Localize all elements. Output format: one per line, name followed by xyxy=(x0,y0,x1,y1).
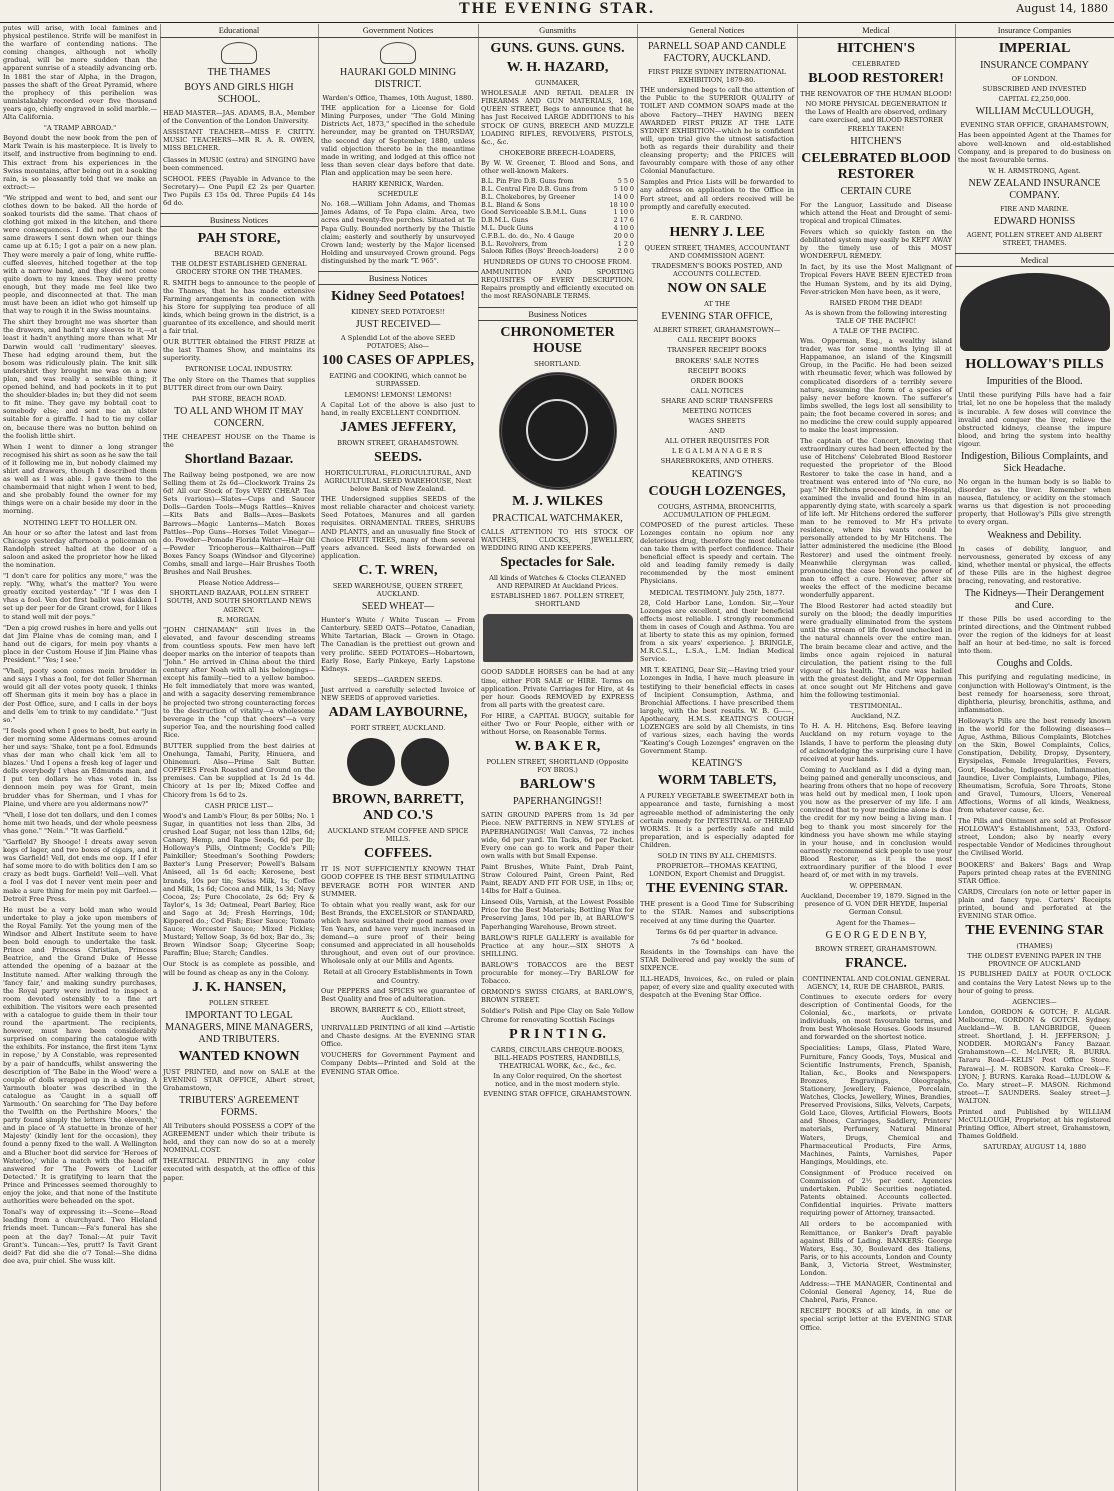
centered-line: THE OLDEST ESTABLISHED GENERAL GROCERY STORE ON THE THAMES. xyxy=(171,260,307,277)
paragraph: "We stripped and went to bed, and sent our clothes down to be baked. All the horde of soaked tourists did the same. That chaos of clothing got mixed in the kitchen, and there were consequences. I did not get back the same drawers I sent down when our things came up at 6.15; I got a pair on a new plan. They were merely a pair of long, white ruffle-cuffed sleeves, hitched together at the top with a narrow band, and they did not come quite down to my knees. They were pretty enough, but they made me feel like two people, and disconnected at that. The man must have been an idiot who got himself up that way to rough it in the Swiss mountains. xyxy=(3,193,157,316)
centered-line: Auckland, N.Z. xyxy=(851,712,901,721)
paragraph: THE application for a License for Gold Mining Purposes, under "The Gold Mining Districts Act, 1873," specified in the schedule hereunder, may be granted on THURSDAY, the second day of September, 1880, unless valid objection thereto be in the meantime made in writing, and lodged at this office not less than seven clear days before that date. Plan and application may be seen here. xyxy=(321,104,475,177)
centered-line: THE RENOVATOR OF THE HUMAN BLOOD! xyxy=(800,90,952,99)
centered-line: PATRONISE LOCAL INDUSTRY. xyxy=(185,365,293,374)
section-header: Medical xyxy=(955,253,1114,267)
display-heading: W. B A K E R, xyxy=(514,739,601,755)
sub-heading: TO ALL AND WHOM IT MAY CONCERN. xyxy=(174,405,304,429)
display-heading: GUNS. GUNS. GUNS. xyxy=(490,41,625,57)
sub-heading: CERTAIN CURE xyxy=(840,185,912,197)
paragraph: Paint Brushes, White Paint, Drab Paint, Straw Coloured Paint, Green Paint, Red Paint, READY AND FIT FOR USE, in 1lbs; or, 14lbs for Half a Guinea. xyxy=(481,862,634,896)
centered-line: WAGES SHEETS xyxy=(688,417,746,426)
paragraph: ORMOND'S SWISS CIGARS, at BARLOW'S, BROWN STREET. xyxy=(481,988,634,1005)
paragraph: Holloway's Pills are the best remedy known in the world for the following diseases—Ague, Asthma, Bilious Complaints, Blotches on the Skin, Bowel Complaints, Colics, Constipation, Debility, Dropsy, Dysentery, Erysipelas, Female Irregularities, Fevers, Gout, Headache, Indigestion, Inflammation, Jaundice, Liver Complaints, Lumbago, Piles, Rheumatism, Scrofula, Sore Throats, Stone and Gravel, Tumours, Ulcers, Venereal Affections, Worms of all kinds, Weakness, from whatever cause, &c. xyxy=(958,716,1111,814)
section-header: Business Notices xyxy=(318,271,478,285)
centered-line: SHORTLAND BAZAAR, POLLEN STREET SOUTH, AND SOUTH SHORTLAND NEWS AGENCY. xyxy=(166,589,312,614)
paragraph: Until these purifying Pills have had a fair trial, let no one be hopeless that the malady is incurable. A few doses will convince the invalid and conquer the liver, relieve the obstructed kidneys, cleanse the impure blood, and bring the system into healthy vigour. xyxy=(958,391,1111,448)
paragraph: Fevers which so quickly fasten on the debilitated system may easily be KEPT AWAY by the timely use of this MOST WONDERFUL REMEDY. xyxy=(800,227,952,261)
paragraph: JUST PRINTED, and now on SALE at the EVENING STAR OFFICE, Albert street, Grahamstown, xyxy=(163,1067,315,1092)
display-heading: WORM TABLETS, xyxy=(657,773,777,789)
centered-line: ALBERT STREET, GRAHAMSTOWN— xyxy=(653,326,781,335)
display-heading: NOW ON SALE xyxy=(667,281,767,297)
paragraph: To obtain what you really want, ask for our Best Brands, the EXCELSIOR or STANDARD, which have sustained their good names over Ten Years, and have very much increased in demand—a sure proof of their being consumed and appreciated in all households throughout, and even out of our province. Wholesale only at our Mills and Agents. xyxy=(321,900,475,966)
paragraph: THE present is a Good Time for Subscribing to the STAR. Names and subscriptions received at any time during the Quarter. xyxy=(640,900,794,925)
sub-heading: HAURAKI GOLD MINING DISTRICT. xyxy=(339,67,457,91)
paragraph: SCHOOL FEES (Payable in Advance to the Secretary)— One Pupil £2 2s per Quarter. Two Pupils £3 15s 0d. Three Pupils £4 14s 6d do. xyxy=(163,174,315,208)
centered-line: CELEBRATED xyxy=(852,60,900,69)
centered-line: PAH STORE, BEACH ROAD. xyxy=(191,394,287,403)
display-heading: J. K. HANSEN, xyxy=(192,979,286,995)
paragraph: putes will arise, with local famines and physical pestilence. Strife will be manifest in the warfare of contending nations. The coming changes, although not wholly gradual, will be more sudden than the apparent sunrise of a steadily advancing orb. In 1881 the star of Alpha, in the Dragon, passes the shaft of the Great Pyramid, where the prophecy of this perihelion was unmistakably recorded over five thousand years ago, chiefly engraved in solid marble.—Alta California. xyxy=(3,24,157,122)
centered-line: BROWN STREET, GRAHAMSTOWN. xyxy=(337,438,459,447)
article-heading: NOTHING LEFT TO HOLLER ON. xyxy=(23,518,137,527)
centered-line: Retail at all Grocery Establishments in Town and Country. xyxy=(323,968,473,985)
paragraph: BARLOW'S RIFLE GALLERY is available for Practice at any hour.—SIX SHOTS A SHILLING. xyxy=(481,933,634,958)
sub-heading: BOYS AND GIRLS HIGH SCHOOL. xyxy=(184,82,294,106)
display-heading: FRANCE. xyxy=(845,955,907,971)
paragraph: AMMUNITION AND SPORTING REQUISITES OF EVERY DESCRIPTION. Repairs promptly and efficiently executed on the most REASONABLE TERMS. xyxy=(481,268,634,301)
display-heading: WANTED KNOWN xyxy=(178,1048,300,1064)
centered-line: TESTIMONIAL. xyxy=(849,702,903,711)
paragraph: Wood's and Lamb's Flour, 8s per 50lbs; No. 1 Sugar, in quantities not less than 2lbs, 3d crushed Loaf Sugar, not less than 12lbs, 6d; Canary, Hemp, and Rape Seeds, 6d per lb; Holloway's Pills, Ointment; Cockle's Pill; Painkiller; Steedman's Soothing Powders; Baxter's Lung Preserver; Powell's Balsam Aniseed, all 1s 6d each; Kerosene, best brands, 10s per tin; Swiss Milk, 1s; Coffee and Milk, 1s 6d; Cocoa and Milk, 1s 3d; Navy Cocoa, 2s; Pure Chocolate, 2s 6d; Fry & Taylor's, 1s 3d; Oatmeal, Pearl Barley, Rice and Sago at 3d; Fresh Herrings, 10d; Kippered do.; Cod Fish; Eiser Sauce; Tomato Sauce; Worcester Sauce; Mixed Pickles; Mustard; Yellow Soap, 3s 6d box; Bar do., 3s; Brown Windsor Soap; Glycerine Soap; Paraffin; Blue; Starch; Candles. xyxy=(163,811,315,958)
paragraph: For the Languor, Lassitude and Disease which attend the Heat and Drought of semi-tropical and tropical Climates. xyxy=(800,200,952,225)
centered-line: GUNMAKER, xyxy=(535,79,580,88)
centered-line: AT THE xyxy=(704,300,730,309)
paragraph: Samples and Price Lists will be forwarded to any address on application to the Office in Fort street, and all orders received will be promptly and carefully executed. xyxy=(640,178,794,211)
column-2 xyxy=(160,24,319,1491)
paragraph: "Garfield? By Shooge! I dreats away seven kegs of lager, and two boxes of cigars, and it was Garfield! Vell, dot ends me oop. If I efer haf some more to do with bolitics den I am so crazy as bedt bugs. Garfield! Vell—vell. Vhat a fool I vas dot I never vent mein peer and make a sure thing for mein poy mit Garfeel.—Detroit Free Press. xyxy=(3,838,157,903)
royal-crest-icon xyxy=(221,42,257,64)
centered-line: BEACH ROAD. xyxy=(214,250,264,259)
display-heading: COFFEES. xyxy=(363,846,433,862)
paragraph: Has been appointed Agent at the Thames for above well-known and old-established Company, and is prepared to do business on the most favourable terms. xyxy=(958,131,1111,164)
section-header: Educational xyxy=(160,24,318,38)
display-heading: BARLOW'S xyxy=(519,777,596,793)
paragraph: RECEIPT BOOKS of all kinds, in one or special script letter at the EVENING STAR Office. xyxy=(800,1307,952,1332)
paragraph: UNRIVALLED PRINTING of all kind —Artistic and Chaste designs. At the EVENING STAR Office. xyxy=(321,1024,475,1049)
centered-line: AGENT, POLLEN STREET AND ALBERT STREET, THAMES. xyxy=(966,231,1103,248)
paragraph: No. 168.—William John Adams, and Thomas James Adams, of Te Papa claim. Area, two acres and twenty-five perches. Situated at Te Papa Gully. Bounded northerly by the Thistle claim; easterly and southerly by unsurveyed Crown land; westerly by the Major licensed Holding and unsurveyed Crown ground. Pegs distinguished by the mark "T. 965". xyxy=(321,200,475,265)
paragraph: BARLOW'S TOBACCOS are the BEST procurable for money.—Try BARLOW for Tobacco. xyxy=(481,960,634,986)
display-heading: 100 CASES OF APPLES, xyxy=(322,353,474,369)
price-cell: 2 17 6 xyxy=(613,216,634,225)
paragraph: This purifying and regulating medicine, in conjunction with Holloway's Ointment, is the best remedy for hoarseness, sore throat, diphtheria, pleurisy, bronchitis, asthma, and inflammation. xyxy=(958,673,1111,714)
centered-line: (THAMES) xyxy=(1016,942,1053,951)
paragraph: The shirt they brought me was shorter than the drawers, and hadn't any sleeves to it,—at least it hadn't anything more than what Mr Darwin would call 'rudimentary' sleeves. These had edging around them, but the bosom was ridiculously plain. The knit silk undershirt they brought me was on a new plan, and was really a sensible thing; it opened behind, and had pockets in it to put the shoulder-blades in; but they did not seem to fit mine. They gave my bobtail coat to somebody else; and sent me an ulster suitable for a giraffe. I had to tie my collar on, because there was no button behind on the foolish little shirt. xyxy=(3,318,157,440)
centered-line: EVENING STAR OFFICE, GRAHAMSTOWN. xyxy=(483,1090,632,1099)
display-heading: JAMES JEFFERY, xyxy=(340,419,456,435)
paragraph: BOOKERS' and Bakers' Bags and Wrap Papers printed cheap rates at the EVENING STAR Office. xyxy=(958,860,1111,885)
centered-line: RAISED FROM THE DEAD! xyxy=(829,298,923,307)
centered-line: E. R. CARDNO. xyxy=(691,213,743,222)
paragraph: In cases of debility, languor, and nervousness, generated by excess of any kind, whether mental or physical, the effects of these Pills are in the highest degree bracing, renovating, and restorative. xyxy=(958,544,1111,585)
centered-line: R. MORGAN. xyxy=(217,615,261,624)
sub-heading: KEATING'S xyxy=(691,758,743,770)
paragraph: "I feels good when I goes to bedt, but early in der morning some Aldermans comes around her und says: 'Shake, tont pe a fool. Edmunds vhas der man who chall kick 'em all to blazes.' Und I opens a fresh keg of lager und dells everybody I vhas an Edmunds man, and I put ten dollars he vhas voted in. Iss dennoon mein poy was for Grant, mein brudder vhas for Sherman, und I vhas for Plaine, und vhere are you aldermans now?" xyxy=(3,726,157,808)
centered-line: As is shown from the following interesting TALE OF THE PACIFIC! xyxy=(805,308,947,325)
paragraph: Linseed Oils, Varnish, at the Lowest Possible Price for the Best Materials; Bottling Wax for Preserving Jams, 10d per lb, at BARLOW'S Paperhanging Warehouse, Brown street. xyxy=(481,898,634,931)
centered-line: A TALE OF THE PACIFIC. xyxy=(832,326,920,335)
paragraph: Soldier's Polish and Pipe Clay on Sale Yellow Chrome for renovating Scottish Facings xyxy=(481,1007,634,1024)
paragraph: A PURELY VEGETABLE SWEETMEAT both in appearance and taste, furnishing a most agreeable method of administering the only certain remedy for INTESTINAL or THREAD WORMS. It is a perfectly safe and mild preparation, and is especially adapted for Children. xyxy=(640,792,794,849)
centered-line: FIRE AND MARINE. xyxy=(1000,204,1069,213)
item-cell: D.B.M.L. Guns xyxy=(481,216,529,225)
price-cell: 2 0 0 xyxy=(617,247,634,256)
column-7 xyxy=(955,24,1114,1491)
centered-line: SATURDAY, AUGUST 14, 1880 xyxy=(983,1143,1086,1152)
sub-heading: INSURANCE COMPANY xyxy=(980,60,1089,72)
centered-line: POLLEN STREET, SHORTLAND (Opposite FOY BROS.) xyxy=(486,758,629,775)
paragraph: Just arrived a carefully selected Invoice of NEW SEEDS of approved varieties. xyxy=(321,685,475,702)
paragraph: Wm. Opperman, Esq., a wealthy island trader, was for some months lying ill at Happamanoe, an island of the Kingsmill Group, in the Pacific. He had been seized with rheumatic fever, which was followed by complicated disorders of a terribly severe nature, assuming the form of a species of palsy never before known. The sufferer's limbs swelled, the legs lost all sensibility to pain; the foot became covered in sores; and no medicine the crew could supply appeared to make the least impression. xyxy=(800,337,952,435)
item-cell: B.L. Chokebores, by Greener xyxy=(481,192,576,201)
paragraph: Our PEPPERS and SPICES we guarantee of Best Quality and free of adulteration. xyxy=(321,986,475,1003)
paragraph: Printed and Published by WILLIAM McCULLOUGH, Proprietor, at his registered Printing Office, Albert street, Grahamstown, Thames Goldfield. xyxy=(958,1107,1111,1141)
holloway-emblem-illustration xyxy=(960,273,1110,351)
paragraph: "Vhell, I lose dot ten dollars, und den I comes home mit two heads, und der whole peesness vhas gone." "Nein." "It was Garfield." xyxy=(3,810,157,835)
paragraph: The only Store on the Thames that supplies BUTTER direct from our own Dairy. xyxy=(163,375,315,392)
centered-line: SHORTLAND. xyxy=(534,359,581,368)
price-cell: 18 10 0 xyxy=(609,200,634,209)
centered-line: FORT STREET, AUCKLAND. xyxy=(350,724,446,733)
display-heading: P R I N T I N G. xyxy=(509,1026,606,1042)
display-heading: HENRY J. LEE xyxy=(669,224,765,240)
centered-line: LEMONS! LEMONS! LEMONS! xyxy=(344,390,452,399)
centered-line: NO MORE PHYSICAL DEGENERATION If the Laws of Health are observed, ordinary care exercised, and BLOOD RESTORER FREELY TAKEN! xyxy=(805,100,947,133)
sub-heading: EDWARD HONISS xyxy=(993,216,1076,228)
centered-line: All kinds of Watches & Clocks CLEANED AND REPAIRED At Auckland Prices. xyxy=(489,574,626,591)
paragraph: An hour or so after the latest and last from Chicago yesterday afternoon a policeman on Randolph street halted at the door of a saloon and asked the proprietor how he liked the nomination. xyxy=(3,528,157,569)
masthead xyxy=(0,0,1114,22)
paragraph: To H. A. H. Hitchens, Esq. Before leaving Auckland on my return voyage to the Islands, I have to perform the pleasing duty of acknowledging the surprising cure I have received at your hands. xyxy=(800,722,952,763)
section-header: Business Notices xyxy=(478,307,637,321)
paragraph: GOOD SADDLE HORSES can be had at any time, either FOR SALE or HIRE. Terms on application. Private Carriages for Hire, at 4s per hour. Goods REMOVED by EXPRESS from all parts with the greatest care. xyxy=(481,668,634,709)
display-heading: SEEDS. xyxy=(374,449,422,465)
centered-line: ALL OTHER REQUISITES FOR xyxy=(664,437,770,446)
paragraph: When I went to dinner a long stranger recognised his shirt as soon as he saw the tail of it following me in, but nobody claimed my shirt and drawers, though I described them as well as I was able. I gave them to the chambermaid that night when I went to bed, and she probably found the owner for my things were on a chair beside my door in the morning. xyxy=(3,442,157,516)
centered-line: THE OLDEST EVENING PAPER IN THE PROVINCE OF AUCKLAND xyxy=(967,952,1102,969)
display-heading: THE EVENING STAR. xyxy=(646,881,788,897)
sub-heading: PAPERHANGINGS!! xyxy=(512,796,603,808)
price-cell: 20 0 0 xyxy=(613,231,634,240)
centered-line: EATING and COOKING, which cannot be SURPASSED. xyxy=(329,372,467,389)
display-heading: CHRONOMETER HOUSE xyxy=(500,324,615,356)
paragraph: "Vhell, pooty soon comes mein brudder in and says I vhas a fool, for dot feller Sherman would git all der votes pooty queek. I thinks off Sherman gits it mein boy has a place in der Post Office, sure, and I calls in der boys and dells 'em to trink to my candidate." "Just so." xyxy=(3,667,157,724)
centered-line: SOLD IN TINS BY ALL CHEMISTS. xyxy=(657,852,777,861)
display-heading: BROWN, BARRETT, AND CO.'S xyxy=(332,792,464,824)
display-heading: C. T. WREN, xyxy=(358,562,438,578)
issue-date: August 14, 1880 xyxy=(1016,2,1108,15)
newspaper-title: THE EVENING STAR. xyxy=(459,0,655,17)
centered-line: COUGHS, ASTHMA, BRONCHITIS, ACCUMULATION OF PHLEGM. xyxy=(657,502,777,519)
sub-heading: HITCHEN'S xyxy=(850,135,902,147)
section-header: Medical xyxy=(797,24,955,38)
centered-line: ESTABLISHED 1867. POLLEN STREET, SHORTLAND xyxy=(490,592,625,609)
centered-line: PROPRIETOR—THOMAS KEATING, LONDON, Export Chemist and Druggist. xyxy=(649,862,785,879)
centered-line: CAPITAL £2,250,000. xyxy=(998,95,1071,104)
paragraph: MR T. KEATING, Dear Sir,—Having tried your Lozenges in India, I have much pleasure in testifying to their beneficial effects in cases of Incipient Consumption, Asthma, and Bronchial Affections. I have prescribed them largely, with the best results. W. B. G——, Apothecary, H.M.S. KEATING'S COUGH LOZENGES are sold by all Chemists, in tins of various sizes, each having the words "Keating's Cough Lozenges" engraven on the Government Stamp. xyxy=(640,666,794,756)
coffee-brand-seals xyxy=(318,738,478,786)
centered-line: FIRST PRIZE SYDNEY INTERNATIONAL EXHIBITION, 1879-80. xyxy=(648,68,786,85)
paragraph: Residents in the Townships can have the STAR Delivered and pay weekly the sum of SIXPENCE. xyxy=(640,947,794,972)
item-cell: M.L. Duck Guns xyxy=(481,223,534,232)
paragraph: "I don't care for politics any more," was the reply. "Why, what's the matter? You were greatly excited yesterday." "If I was den I vhas a fool. Ven dot first ballot was dakken I set up der peer for de Grant crowd, for I likes to stand well mit der poys." xyxy=(3,572,157,621)
column-6 xyxy=(797,24,956,1491)
price-cell: 1 2 0 xyxy=(617,239,634,248)
paragraph: Classes in MUSIC (extra) and SINGING have been commenced. xyxy=(163,155,315,172)
display-heading: Shortland Bazaar. xyxy=(184,452,294,467)
sub-heading: JUST RECEIVED— xyxy=(355,319,441,331)
centered-line: In any Color required, On the shortest notice, and in the most modern style. xyxy=(493,1071,622,1088)
paragraph: Tonal's way of expressing it:—Scene—Road leading from a churchyard. Two Hieland friends meet. Tuncan:—Fa's funeral has she peen at the day? Tonal:—At puir Tavit Grant's. Tuncan:—Yes, prutt? Is Tavit Grant deid? Fat did she die o'? Tonal:—She didna dee ava, puir chiel. She wuss kilt. xyxy=(3,1208,157,1265)
section-header: Insurance Companies xyxy=(955,24,1114,38)
display-heading: Kidney Seed Potatoes! xyxy=(331,289,465,305)
centered-line: MEETING NOTICES xyxy=(682,407,752,415)
price-cell: 1 10 0 xyxy=(613,208,634,217)
paragraph: All Tributers should POSSESS a COPY of the AGREEMENT under which their tribute is held, and they can now do so at a merely NOMINAL COST. xyxy=(163,1122,315,1155)
paragraph: The Blood Restorer had acted steadily but surely on the blood; the deadly impurities were gradually eliminated from the system until the stream of life flowed unchecked in the natural channels over the entire man. The brain became clear and active, and the limbs once again rejoiced in natural circulation, the patient rising to the full vigour of his health. The cure was hailed with the greatest delight, and Mr Opperman at once sought out Mr Hitchens and gave him the following testimonial. xyxy=(800,602,952,700)
column-3 xyxy=(318,24,479,1491)
centered-line: Auckland, December 19, 1879. Signed in the presence of G. VON DER HEYDE, Imperial German Consul. xyxy=(801,892,951,917)
centered-line: Terms 6s 6d per quarter in advance. xyxy=(656,927,778,936)
sub-heading: Coughs and Colds. xyxy=(996,658,1073,670)
paragraph: CARDS, Circulars (on note or letter paper in plain and fancy type. Carters' Receipts printed, bound and perforated at the EVENING STAR Office. xyxy=(958,887,1111,921)
paragraph: "JOHN CHINAMAN" still lives in the elevated, and favour descending streams from countless spouts. Few men have left deeper marks on the interior of teapots than "John." He arrived in China about the third century after Noah with all his belongings—except his family—tied to a yellow bamboo. He felt immediately that more was wanted, and with a sagacity deserving remembrance he projected two strong counteracting forces to the destruction of vitality—a wholesome beverage in the "cup that cheers"—a very superior Tea, and the nourishing food called Rice. xyxy=(163,625,315,739)
masthead-rule xyxy=(0,22,1114,23)
paragraph: VOUCHERS for Government Payment and Company Debts—Printed and Sold at the EVENING STAR Office. xyxy=(321,1051,475,1076)
royal-crest-icon xyxy=(380,42,416,64)
centered-line: QUEEN STREET, THAMES, ACCOUNTANT AND COMMISSION AGENT. xyxy=(644,243,790,260)
paragraph: HEAD MASTER—JAS. ADAMS, B.A., Member of the Convention of the London University. xyxy=(163,109,315,126)
centered-line: AUCKLAND STEAM COFFEE AND SPICE MILLS. xyxy=(327,827,469,844)
centered-line: POLLEN STREET. xyxy=(208,998,270,1007)
sub-heading: The Kidneys—Their Derangement and Cure. xyxy=(964,588,1105,611)
centered-line: CALL NOTICES xyxy=(690,386,744,395)
section-header: Business Notices xyxy=(160,213,318,227)
centered-line: CONTINENTAL AND COLONIAL GENERAL AGENCY, 14, RUE DE CHABROL, PARIS. xyxy=(802,974,950,991)
centered-line: BROWN, BARRETT & CO., Elliott street, Auckland. xyxy=(330,1005,466,1022)
article-heading: "A TRAMP ABROAD." xyxy=(43,124,117,133)
price-cell: 14 0 0 xyxy=(613,192,634,201)
price-cell: 5 10 0 xyxy=(613,184,634,193)
centered-line: AGENCIES— xyxy=(1012,997,1057,1006)
centered-line: SHAREBROKERS, AND OTHERS. xyxy=(660,457,774,466)
table-row xyxy=(478,248,637,256)
centered-line: RECEIPT BOOKS xyxy=(687,366,747,375)
centered-line: CASH PRICE LIST— xyxy=(204,801,274,810)
section-header: Gunsmiths xyxy=(478,24,637,38)
display-heading: CELEBRATED BLOOD RESTORER xyxy=(801,150,951,182)
display-heading: M. J. WILKES xyxy=(512,493,603,509)
paragraph: WHOLESALE AND RETAIL DEALER IN FIREARMS AND GUN MATERIALS, 168, QUEEN STREET, Begs to announce that he has Just Received LARGE ADDITIONS to his STOCK OF GUNS, BREECH AND MUZZLE LOADING RIFLES, REVOLVERS, PISTOLS, &c., &c. xyxy=(481,89,634,146)
sub-heading: PRACTICAL WATCHMAKER, xyxy=(492,512,623,524)
display-heading: HOLLOWAY'S PILLS xyxy=(965,357,1104,373)
paragraph: The Pills and Ointment are sold at Professor HOLLOWAY's Establishment, 533, Oxford-street, London; also by nearly every respectable Vendor of Medicines throughout the Civilised World. xyxy=(958,817,1111,858)
centered-line: HUNDREDS OF GUNS TO CHOOSE FROM. xyxy=(483,258,632,267)
display-heading: BLOOD RESTORER! xyxy=(808,71,944,87)
paragraph: R. SMITH begs to announce to the people of the Thames, that he has made extensive Farming arrangements in connection with his Store for supplying tea produce of all kinds, which being grown in the district, is a guarantee of its excellence, and should merit a fair trial. xyxy=(163,278,315,336)
column-4 xyxy=(478,24,638,1491)
sub-heading: G E O R G E D E N B Y, xyxy=(825,929,927,941)
centered-line: L E G A L M A N A G E R S xyxy=(671,447,763,456)
display-heading: ADAM LAYBOURNE, xyxy=(328,705,468,721)
display-heading: COUGH LOZENGES, xyxy=(648,483,786,499)
sub-heading: IMPORTANT TO LEGAL MANAGERS, MINE MANAGERS, AND TRIBUTERS. xyxy=(165,1009,313,1045)
display-heading: HITCHEN'S xyxy=(837,41,915,57)
paragraph: Coming to Auckland as I did a dying man, being pained and generally unconscious, and hearing from others that no hope of recovery was held out by medical men, I look upon you now as the preserver of my life. I am convinced that to your medicine alone is due the credit for my now being a living man. I beg to thank you most sincerely for the kindness you have shown me while staying in your house, and in conclusion would earnestly recommend sick people to use your Blood Restorer, as it is the most extraordinary purifier of the blood I ever heard of, or met with in my travels. xyxy=(800,765,952,880)
excelsior-seal-icon xyxy=(347,738,395,786)
paragraph: Specialities: Lamps, Glass, Plated Ware, Furniture, Fancy Goods, Toys, Musical and Scientific Instruments, French, Spanish, Italian, &c., Books and Newspapers. Bronzes, Engravings, Oleographs, Stationery, Jewellery, Faience, Porcelain, Watches, Clocks, Jewellery, Wines, Brandies, Preserved Provisions, Silks, Velvets, Carpets, Gold Lace, Gloves, Artificial Flowers, Boots and Shoes, Carriages, Saddlery, Printers' materials, Perfumery, Natural Mineral Waters, Drugs, Chemical and Pharmaceutical Products, Fire Arms, Machines, Paints, Varnishes, Paper Hangings, Mouldings, etc. xyxy=(800,1044,952,1166)
paragraph: THEATRICAL PRINTING in any color executed with despatch, at the office of this paper. xyxy=(163,1157,315,1182)
sub-heading: Weakness and Debility. xyxy=(987,529,1082,541)
centered-line: W. OPPERMAN. xyxy=(849,882,903,891)
sub-heading: Impurities of the Blood. xyxy=(986,376,1083,388)
display-heading: IMPERIAL xyxy=(998,41,1071,57)
horse-carriage-illustration xyxy=(483,614,633,662)
paragraph: He must be a very bold man who would undertake to play a joke upon members of the Royal Family. Yet the young men of the Windsor and Albert Institute seem to have been bold enough to undertake the task. Prince and Princess Christian, Princess Beatrice, and the Grand Duke of Hesse attended the opening of a bazaar at the Institute named. After walking through the 'fancy fair,' and making sundry purchases, the Royal party were invited to inspect a room devoted ostensibly to a fine art exhibition. The visitors were each presented with a catalogue to guide them in their tour round the apartment. The recipients, however, must have been considerably surprised on comparing the catalogue with the exhibits. For instance, the first item 'Lynx in repose,' by A Constable, was represented by a pair of handcuffs, whilst answering the description of 'The Babe in the Wood' were a couple of dolls wrapped up in a shaving. A Yarmouth bloater was described in the catalogue as 'Caught in a squall off Yarmouth.' On searching for 'The Day before the Twelfth on the Perthshire Moors,' the party found simply the letters 'the eleventh,' and in place of 'A statuette in bronze of her Majesty' (kindly lent for the occasion), they found a penny fixed to the wall. A Wellington and a Blucher boot did service for 'Heroes of Waterloo,' while a match with the head off answered for 'The Powers of Lucifer Detected.' It is gratifying to learn that the Prince and Princesses seemed thoroughly to enjoy the joke, and that none of the Institute authorities were beheaded on the spot. xyxy=(3,905,157,1206)
paragraph: Our Stock is as complete as possible, and will be found as cheap as any in the Colony. xyxy=(163,960,315,977)
centered-line: BROKERS' SALE NOTES xyxy=(675,356,759,365)
centered-line: KIDNEY SEED POTATOES!! xyxy=(350,308,446,317)
display-heading: THE EVENING STAR xyxy=(965,923,1104,939)
sub-heading: THE THAMES xyxy=(207,67,271,79)
paragraph: 28, Cold Harbor Lane, London. Sir,—Your Lozenges are excellent, and their beneficial effects most reliable. I strongly recommend them in cases of Cough and Asthma. You are at liberty to state this as my opinion, formed from a six years' experience. J. BRINGLE, M.R.C.S.L., L.S.A., L.M. Indian Medical Service. xyxy=(640,598,794,664)
paragraph: Beyond doubt the new book from the pen of Mark Twain is his masterpiece. It is lively to itself, and instructive from beginning to end. This extract from his experiences in the Swiss mountains, after being out in a soaking rain, is so pleasantly told that we make an extract:— xyxy=(3,134,157,191)
sub-heading: TRIBUTERS' AGREEMENT FORMS. xyxy=(179,1095,299,1118)
paragraph: For HIRE, a CAPITAL BUGGY, suitable for either Two or Four People, either with or without Horse, on Reasonable Terms. xyxy=(481,711,634,737)
centered-line: CALL RECEIPT BOOKS xyxy=(677,336,757,345)
centered-line: ORDER BOOKS xyxy=(690,376,744,385)
paragraph: Address:—THE MANAGER, Continental and Colonial General Agency, 14, Rue de Chabrol, Paris, France. xyxy=(800,1280,952,1305)
sub-heading: WILLIAM McCULLOUGH, xyxy=(975,106,1094,118)
centered-line: SCHEDULE xyxy=(377,190,419,199)
price-cell: 5 5 0 xyxy=(617,177,634,186)
item-cell: B.L. Central Fire D.B. Guns from xyxy=(481,184,588,193)
paragraph: No organ in the human body is so liable to disorder as the liver. Remember when nausea, flatulency, or acidity on the stomach warns us that digestion is not proceeding properly, that Holloway's Pills give strength to every organ. xyxy=(958,477,1111,527)
paragraph: By W. W. Greener, T. Blood and Sons, and other well-known Makers. xyxy=(481,158,634,176)
centered-line: OF LONDON. xyxy=(1011,75,1058,84)
paragraph: ASSISTANT TEACHER—MISS F. CRITTY. MUSIC TEACHERS—MR R. A. R. OWEN, MISS BELCHER. xyxy=(163,128,315,153)
price-table xyxy=(478,178,637,256)
paragraph: BUTTER supplied from the best dairies at Onehunga, Tamahi, Parity, Hinuera, and Ohinemuri. Also—Prime Salt Butter. COFFEES Fresh Roasted and Ground on the premises. Can be supplied at 1s 2d 1s 4d. Chicory at 1s per lb; Mixed Coffee and Chicory from 1s 6d to 2s. xyxy=(163,742,315,799)
centered-line: Agent for the Thames— xyxy=(836,918,916,927)
item-cell: Good Serviceable S.B.M.L. Guns xyxy=(481,208,587,217)
section-header: Government Notices xyxy=(318,24,478,38)
centered-line: A Splendid Lot of the above SEED POTATOES; Also— xyxy=(340,334,456,351)
centered-line: SHARE AND SCRIP TRANSFERS xyxy=(661,396,773,405)
centered-line: Warden's Office, Thames, 10th August, 1880. xyxy=(322,94,474,103)
paragraph: In fact, by its use the Most Malignant of Tropical Fevers HAVE BEEN EJECTED from the Human System, and by its aid Dying, Fever-stricken Men have been, as it were, xyxy=(800,263,952,296)
paragraph: COMPOSED of the purest articles. These Lozenges contain no opium nor any deleterious drug, therefore the most delicate can take them with perfect confidence. Their beneficial effect is speedy and certain. The old and leading family remedy is daily recommended by the most eminent Physicians. xyxy=(640,520,794,586)
centered-line: MEDICAL TESTIMONY. July 25th, 1877. xyxy=(649,588,785,597)
centered-line: Please Notice Address— xyxy=(198,579,280,588)
sub-heading: SEED WHEAT— xyxy=(361,601,435,613)
paragraph: A Capital Lot of the above is also just to hand, in really EXCELLENT CONDITION. xyxy=(321,400,475,417)
sub-heading: Indigestion, Bilious Complaints, and Sick Headache. xyxy=(961,450,1108,474)
centered-line: SEED WAREHOUSE, QUEEN STREET, AUCKLAND. xyxy=(332,581,464,599)
sub-heading: EVENING STAR OFFICE, xyxy=(661,311,773,323)
paragraph: IT IS NOT SUFFICIENTLY KNOWN THAT GOOD COFFEE IS THE BEST STIMULATING BEVERAGE BOTH FOR WINTER AND SUMMER. xyxy=(321,865,475,898)
display-heading: W. H. HAZARD, xyxy=(506,60,609,76)
section-header: General Notices xyxy=(637,24,797,38)
centered-line: TRADESMEN'S BOOKS POSTED, AND ACCOUNTS COLLECTED. xyxy=(651,261,783,279)
paragraph: OUR BUTTER obtained the FIRST PRIZE at the last Thames Show, and maintains its superiority. xyxy=(163,338,315,363)
display-heading: PAH STORE, xyxy=(197,231,281,247)
paragraph: CALLS ATTENTION TO HIS STOCK OF WATCHES, CLOCKS, JEWELLERY, WEDDING RING AND KEEPERS. xyxy=(481,527,634,552)
paragraph: London, GORDON & GOTCH; F. ALGAR. Melbourne, GORDON & GOTCH. Sydney. Auckland—W. B. LANGBRIDGE, Queen street. Shortland, J. H. JEFFERSON; J. NODDER. MORGAN's Fancy Bazaar. Grahamstown—C. McLIVER; R. BURRA. Tararu Road—KELIS' Post Office Store. Parawai—J. M. ROBSON. Karaka Creek—F. LYON; J. BURNS. Karaka Road—LUDLOW & Co. Mary street—F. MASON. Richmond street—T. SAUNDERS. Sealey street—J. WALTON. xyxy=(958,1007,1111,1105)
centered-line: HARRY KENRICK, Warden. xyxy=(352,180,444,189)
centered-line: W. H. ARMSTRONG, Agent. xyxy=(988,166,1081,175)
item-cell: C.F.B.L. do. do., No. 4 Gauge xyxy=(481,231,575,240)
centered-line: CARDS, CIRCULARS CHEQUE-BOOKS, BILL-HEADS POSTERS, HANDBILLS, THEATRICAL WORK, &c., &c., &c. xyxy=(490,1045,625,1070)
column-5 xyxy=(637,24,798,1491)
centered-line: HORTICULTURAL, FLORICULTURAL, AND AGRICULTURAL SEED WAREHOUSE, Next below Bank of New Zealand. xyxy=(324,468,472,494)
paragraph: THE undersigned begs to call the attention of the Public to the SUPERIOR QUALITY of TOILET AND COMMON SOAPS made at the above Factory—THEY HAVING BEEN AWARDED FIRST PRIZE AT THE LATE SYDNEY EXHIBITION—which he is confident will, upon trial give the utmost satisfaction both as regards their durability and their cleansing property; and the PRICES will favourably compare with those of any other Colonial Manufacture. xyxy=(640,86,794,176)
paragraph: All orders to be accompanied with Remittance, or Banker's Draft payable against Bills of Lading. BANKERS: George Waters, Esq., 30, Boulevard des Italiens, Paris, or to his accounts, London and County Bank, 3, Victoria Street, Westminster, London. xyxy=(800,1220,952,1277)
paragraph: The Railway being postponed, we are now Selling them at 2s 6d—Clockwork Trains 2s 6d! All our Stock of Toys VERY CHEAP. Tea Sets (various)—Slates—Cups and Saucer Dolls—Garden Tools—Mugs Rattles—Knives—Kits Bats and Balls—Axes—Baskets Barrows—Magic Lanterns—Match Boxes Pattles—Pop Guns—Horses Toilet Vinegar—do. Powder—Pomade Florida Water—Hair Oil—Powder Tricopherous—Kalthairon—Puff Boxes Fancy Soaps (Windsor and Glycerine) Combs, small and large—Hair Brushes Tooth Brushes and Nail Brushes. xyxy=(163,471,315,577)
sub-heading: KEATING'S xyxy=(691,468,743,480)
paragraph: If these Pills be used according to the printed directions, and the Ointment rubbed over the region of the kidneys for at least half an hour at bed-time, no salt is forced into them. xyxy=(958,615,1111,656)
centered-line: TRANSFER RECEIPT BOOKS xyxy=(667,346,767,355)
centered-line: SEEDS—GARDEN SEEDS. xyxy=(353,675,443,684)
sub-heading: NEW ZEALAND INSURANCE COMPANY. xyxy=(968,177,1101,201)
clock-illustration xyxy=(499,372,617,490)
centered-line: BROWN STREET, GRAHAMSTOWN. xyxy=(815,944,937,953)
column-1 xyxy=(0,24,161,1491)
paragraph: The captain of the Concert, knowing that extraordinary cures had been effected by the use of Hitchens' Celebrated Blood Restorer requested the proprietor of the Blood Restorer to take the case in hand, and a treatment was entered into of "No cure, no pay." Mr Hitchens proceeded to the Hospital, examined the invalid and found him in an apparently dying state, with scarcely a spark of life left. Mr Hitchens ordered the sufferer man to be removed to Mr H's private residence, where his wants could be personally attended to by Mr Hitchens. The latter administered the medicine (the Blood Restorer) and used the ointment freely. Meanwhile clergyman was called, pronouncing the case beyond the power of man to effect a cure. However, after six weeks the effect of the medicine became wonderfully apparent. xyxy=(800,437,952,599)
paragraph: THE CHEAPEST HOUSE on the Thame is the xyxy=(163,432,315,449)
item-cell: B.L. Revolvers, from xyxy=(481,239,548,248)
paragraph: IS PUBLISHED DAILY at FOUR O'CLOCK and contains the Very Latest News up to the hour of going to press. xyxy=(958,970,1111,995)
paragraph: Hunter's White / White Tuscan — From Canterbury. SEED OATS—Potatoe, Canadian, White Tartarian, Black — Grown in Otago. The Canadian is the prettiest out grown and very prolific. SEED POTATOES—Hobartown, Early Rose, Early Pinkeye, Early Lapstone Kidneys. xyxy=(321,616,475,673)
centered-line: EVENING STAR OFFICE, GRAHAMSTOWN, xyxy=(960,121,1109,130)
item-cell: B.L. Pin Fire D.B. Guns from xyxy=(481,177,574,186)
centered-line: CHOKEBORE BREECH-LOADERS, xyxy=(499,148,616,157)
item-cell: B.L. Bland & Sons xyxy=(481,200,541,209)
centered-line: SUBSCRIBED AND INVESTED xyxy=(982,85,1087,94)
standard-seal-icon xyxy=(401,738,449,786)
sub-heading: PARNELL SOAP AND CANDLE FACTORY, AUCKLAND. xyxy=(647,41,787,65)
paragraph: Continues to execute orders for every description of Continental Goods, for the Colonial, &c., markets, or private individuals, on most favourable terms, and from best Wholesale Houses. Goods insured and forwarded on the shortest notice. xyxy=(800,992,952,1042)
display-heading: Spectacles for Sale. xyxy=(500,555,615,571)
paragraph: SATIN GROUND PAPERS from 1s 3d per Piece. NEW PATTERNS in NEW STYLES of PAPERHANGINGS! Wall Canvas, 72 inches wide, 6d per yard. Tin Tacks, 6d per Packet. Every one can go to work and Paper their own walls with but Small Expense. xyxy=(481,811,634,860)
paragraph: Consignment of Produce received on Commission of 2½ per cent. Agencies undertaken. Public Securities negotiated. Patents obtained. Accounts collected. Confidential inquiries. Private matters requiring power of Attorney, transacted. xyxy=(800,1168,952,1218)
paragraph: THE Undersigned supplies SEEDS of the most reliable character and choicest variety. Seed Potatoes, Manures and all garden requisites. ORNAMENTAL TREES, SHRUBS AND PLANTS, and an unusually fine Stock of Choice FRUIT TREES, many of them several years advanced. Seed lists forwarded on application. xyxy=(321,495,475,560)
paragraph: "Den a pig crowd rushes in here and yells out dat Jim Plaine vhas de coming man, and I hand out de cigars, for mein poy vhants a place in der Custom House if Jim Plaine vhas President." "Yes; I see." xyxy=(3,623,157,665)
centered-line: AND xyxy=(709,427,725,436)
item-cell: Saloon Rifles (Boys' Breech-loaders) xyxy=(481,247,599,256)
centered-line: 7s 6d " booked. xyxy=(691,937,743,946)
price-cell: 4 10 0 xyxy=(613,223,634,232)
paragraph: ILL-HEADS, Invoices, &c., on ruled or plain paper, of every size and quality executed with despatch at the Evening Star Office. xyxy=(640,975,794,1000)
